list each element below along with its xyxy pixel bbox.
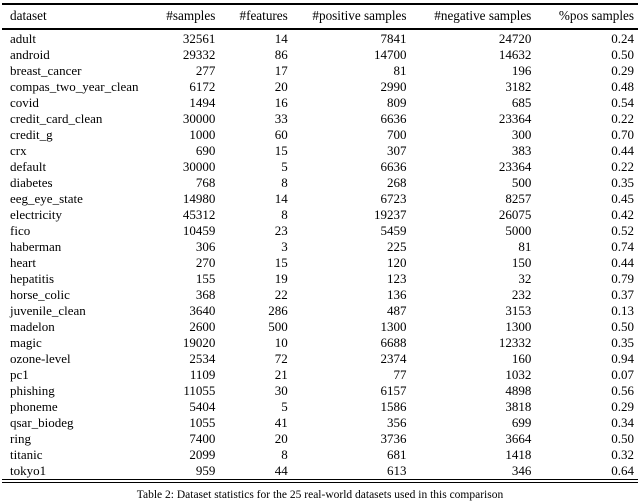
table-row	[2, 463, 638, 481]
value-cell: 487	[387, 303, 407, 318]
table-row	[2, 255, 638, 271]
value-cell: 32561	[182, 31, 216, 46]
value-cell: 959	[195, 463, 216, 478]
value-cell: 0.50	[611, 319, 634, 334]
column-header-positive-samples: #positive samples	[292, 4, 411, 29]
dataset-statistics-table-container	[2, 3, 638, 483]
table-row	[2, 447, 638, 463]
dataset-name-cell: heart	[10, 255, 36, 270]
value-cell: 19237	[374, 207, 407, 222]
value-cell: 14	[274, 191, 288, 206]
value-cell: 346	[511, 463, 532, 478]
column-header-features: #features	[219, 4, 291, 29]
value-cell: 16	[274, 95, 288, 110]
dataset-name-cell: breast_cancer	[10, 63, 82, 78]
value-cell: 81	[518, 239, 532, 254]
value-cell: 809	[387, 95, 407, 110]
value-cell: 10459	[182, 223, 216, 238]
value-cell: 0.52	[611, 223, 634, 238]
value-cell: 3664	[505, 431, 532, 446]
dataset-name-cell: default	[10, 159, 47, 174]
value-cell: 86	[274, 47, 288, 62]
table-row	[2, 223, 638, 239]
value-cell: 3	[281, 239, 288, 254]
value-cell: 307	[387, 143, 407, 158]
value-cell: 368	[195, 287, 216, 302]
value-cell: 41	[274, 415, 288, 430]
table-row	[2, 127, 638, 143]
value-cell: 45312	[182, 207, 216, 222]
value-cell: 270	[195, 255, 216, 270]
value-cell: 15	[274, 255, 288, 270]
value-cell: 0.48	[611, 79, 634, 94]
value-cell: 14700	[374, 47, 407, 62]
column-header-samples: #samples	[151, 4, 219, 29]
dataset-name-cell: ring	[10, 431, 31, 446]
table-row	[2, 239, 638, 255]
table-body	[2, 29, 638, 481]
table-row	[2, 207, 638, 223]
value-cell: 1300	[380, 319, 407, 334]
value-cell: 20	[274, 79, 288, 94]
value-cell: 3153	[505, 303, 532, 318]
header-row	[2, 4, 638, 29]
dataset-name-cell: android	[10, 47, 50, 62]
value-cell: 6723	[380, 191, 407, 206]
value-cell: 8	[281, 447, 288, 462]
value-cell: 690	[195, 143, 216, 158]
value-cell: 0.44	[611, 143, 634, 158]
value-cell: 2534	[189, 351, 216, 366]
value-cell: 23364	[498, 159, 532, 174]
value-cell: 0.22	[611, 159, 634, 174]
value-cell: 1494	[189, 95, 216, 110]
dataset-name-cell: magic	[10, 335, 42, 350]
value-cell: 0.94	[611, 351, 634, 366]
value-cell: 155	[195, 271, 216, 286]
dataset-name-cell: phoneme	[10, 399, 58, 414]
value-cell: 6172	[189, 79, 216, 94]
column-header-pct-pos-samples: %pos samples	[535, 4, 638, 29]
value-cell: 6688	[380, 335, 407, 350]
table-row	[2, 191, 638, 207]
value-cell: 30000	[182, 111, 216, 126]
value-cell: 3818	[505, 399, 532, 414]
value-cell: 268	[387, 175, 407, 190]
value-cell: 356	[387, 415, 407, 430]
value-cell: 2099	[189, 447, 216, 462]
dataset-name-cell: qsar_biodeg	[10, 415, 74, 430]
value-cell: 277	[195, 63, 216, 78]
table-row	[2, 319, 638, 335]
value-cell: 8	[281, 207, 288, 222]
value-cell: 0.50	[611, 47, 634, 62]
value-cell: 681	[387, 447, 407, 462]
value-cell: 0.56	[611, 383, 634, 398]
value-cell: 17	[274, 63, 288, 78]
value-cell: 768	[195, 175, 216, 190]
dataset-name-cell: madelon	[10, 319, 55, 334]
value-cell: 60	[274, 127, 288, 142]
value-cell: 8257	[505, 191, 532, 206]
value-cell: 29332	[182, 47, 216, 62]
value-cell: 0.70	[611, 127, 634, 142]
value-cell: 1300	[505, 319, 532, 334]
value-cell: 2990	[380, 79, 407, 94]
value-cell: 6636	[380, 111, 407, 126]
value-cell: 699	[511, 415, 532, 430]
table-row	[2, 431, 638, 447]
value-cell: 700	[387, 127, 407, 142]
dataset-name-cell: diabetes	[10, 175, 53, 190]
value-cell: 232	[511, 287, 532, 302]
dataset-name-cell: ozone-level	[10, 351, 71, 366]
value-cell: 300	[511, 127, 532, 142]
value-cell: 30000	[182, 159, 216, 174]
table-row	[2, 367, 638, 383]
value-cell: 5	[281, 399, 288, 414]
dataset-name-cell: tokyo1	[10, 463, 47, 478]
value-cell: 3182	[505, 79, 532, 94]
value-cell: 123	[387, 271, 407, 286]
dataset-name-cell: credit_card_clean	[10, 111, 103, 126]
value-cell: 150	[511, 255, 532, 270]
table-row	[2, 79, 638, 95]
value-cell: 0.45	[611, 191, 634, 206]
value-cell: 14980	[182, 191, 216, 206]
value-cell: 23	[274, 223, 288, 238]
value-cell: 30	[274, 383, 288, 398]
table-row	[2, 111, 638, 127]
value-cell: 1000	[189, 127, 216, 142]
table-row	[2, 63, 638, 79]
value-cell: 0.34	[611, 415, 634, 430]
value-cell: 120	[387, 255, 407, 270]
value-cell: 0.24	[611, 31, 634, 46]
value-cell: 0.35	[611, 335, 634, 350]
value-cell: 2600	[189, 319, 216, 334]
dataset-name-cell: compas_two_year_clean	[10, 79, 139, 94]
value-cell: 0.74	[611, 239, 634, 254]
table-row	[2, 159, 638, 175]
value-cell: 7400	[189, 431, 216, 446]
dataset-name-cell: adult	[10, 31, 36, 46]
value-cell: 24720	[498, 31, 532, 46]
value-cell: 15	[274, 143, 288, 158]
table-row	[2, 271, 638, 287]
value-cell: 5404	[189, 399, 216, 414]
value-cell: 306	[195, 239, 216, 254]
value-cell: 44	[274, 463, 288, 478]
value-cell: 3640	[189, 303, 216, 318]
dataset-name-cell: titanic	[10, 447, 43, 462]
value-cell: 19	[274, 271, 288, 286]
table-row	[2, 415, 638, 431]
dataset-name-cell: haberman	[10, 239, 62, 254]
value-cell: 0.13	[611, 303, 634, 318]
value-cell: 5	[281, 159, 288, 174]
dataset-name-cell: crx	[10, 143, 27, 158]
value-cell: 6636	[380, 159, 407, 174]
dataset-name-cell: juvenile_clean	[10, 303, 86, 318]
dataset-name-cell: eeg_eye_state	[10, 191, 83, 206]
dataset-name-cell: credit_g	[10, 127, 53, 142]
table-row	[2, 351, 638, 367]
dataset-name-cell: pc1	[10, 367, 29, 382]
value-cell: 12332	[498, 335, 532, 350]
dataset-name-cell: horse_colic	[10, 287, 70, 302]
value-cell: 21	[274, 367, 288, 382]
value-cell: 0.64	[611, 463, 634, 478]
value-cell: 32	[518, 271, 532, 286]
value-cell: 0.32	[611, 447, 634, 462]
value-cell: 500	[511, 175, 532, 190]
dataset-name-cell: phishing	[10, 383, 55, 398]
value-cell: 0.07	[611, 367, 634, 382]
value-cell: 20	[274, 431, 288, 446]
value-cell: 685	[511, 95, 532, 110]
value-cell: 11055	[183, 383, 216, 398]
value-cell: 5000	[505, 223, 532, 238]
column-header-dataset: dataset	[2, 4, 151, 29]
value-cell: 8	[281, 175, 288, 190]
dataset-name-cell: fico	[10, 223, 31, 238]
value-cell: 1032	[505, 367, 532, 382]
value-cell: 19020	[182, 335, 216, 350]
value-cell: 0.29	[611, 399, 634, 414]
table-header	[2, 4, 638, 29]
table-row	[2, 335, 638, 351]
value-cell: 14	[274, 31, 288, 46]
table-row	[2, 287, 638, 303]
value-cell: 0.42	[611, 207, 634, 222]
table-caption: Table 2: Dataset statistics for the 25 real-world datasets used in this comparison	[136, 489, 504, 501]
table-row	[2, 47, 638, 63]
value-cell: 0.35	[611, 175, 634, 190]
column-header-negative-samples: #negative samples	[411, 4, 536, 29]
table-row	[2, 175, 638, 191]
value-cell: 7841	[380, 31, 407, 46]
value-cell: 1586	[380, 399, 407, 414]
value-cell: 72	[274, 351, 288, 366]
value-cell: 136	[387, 287, 407, 302]
value-cell: 286	[268, 303, 288, 318]
value-cell: 0.44	[611, 255, 634, 270]
value-cell: 26075	[498, 207, 532, 222]
value-cell: 10	[274, 335, 288, 350]
value-cell: 0.79	[611, 271, 634, 286]
value-cell: 0.50	[611, 431, 634, 446]
value-cell: 196	[511, 63, 532, 78]
value-cell: 0.22	[611, 111, 634, 126]
table-row	[2, 95, 638, 111]
value-cell: 81	[393, 63, 407, 78]
value-cell: 22	[274, 287, 288, 302]
table-row	[2, 383, 638, 399]
value-cell: 0.29	[611, 63, 634, 78]
table-row	[2, 303, 638, 319]
value-cell: 33	[274, 111, 288, 126]
value-cell: 0.54	[611, 95, 634, 110]
value-cell: 4898	[505, 383, 532, 398]
table-row	[2, 399, 638, 415]
value-cell: 6157	[380, 383, 407, 398]
dataset-name-cell: hepatitis	[10, 271, 55, 286]
value-cell: 383	[511, 143, 532, 158]
dataset-statistics-table	[2, 3, 638, 483]
value-cell: 160	[511, 351, 532, 366]
value-cell: 14632	[498, 47, 532, 62]
value-cell: 0.37	[611, 287, 634, 302]
value-cell: 77	[393, 367, 407, 382]
value-cell: 23364	[498, 111, 532, 126]
value-cell: 2374	[380, 351, 407, 366]
value-cell: 3736	[380, 431, 407, 446]
value-cell: 225	[387, 239, 407, 254]
value-cell: 1109	[189, 367, 216, 382]
dataset-name-cell: electricity	[10, 207, 62, 222]
value-cell: 1055	[189, 415, 216, 430]
table-row	[2, 29, 638, 47]
table-row	[2, 143, 638, 159]
value-cell: 1418	[505, 447, 532, 462]
value-cell: 613	[387, 463, 407, 478]
value-cell: 5459	[380, 223, 407, 238]
dataset-name-cell: covid	[10, 95, 39, 110]
value-cell: 500	[268, 319, 288, 334]
